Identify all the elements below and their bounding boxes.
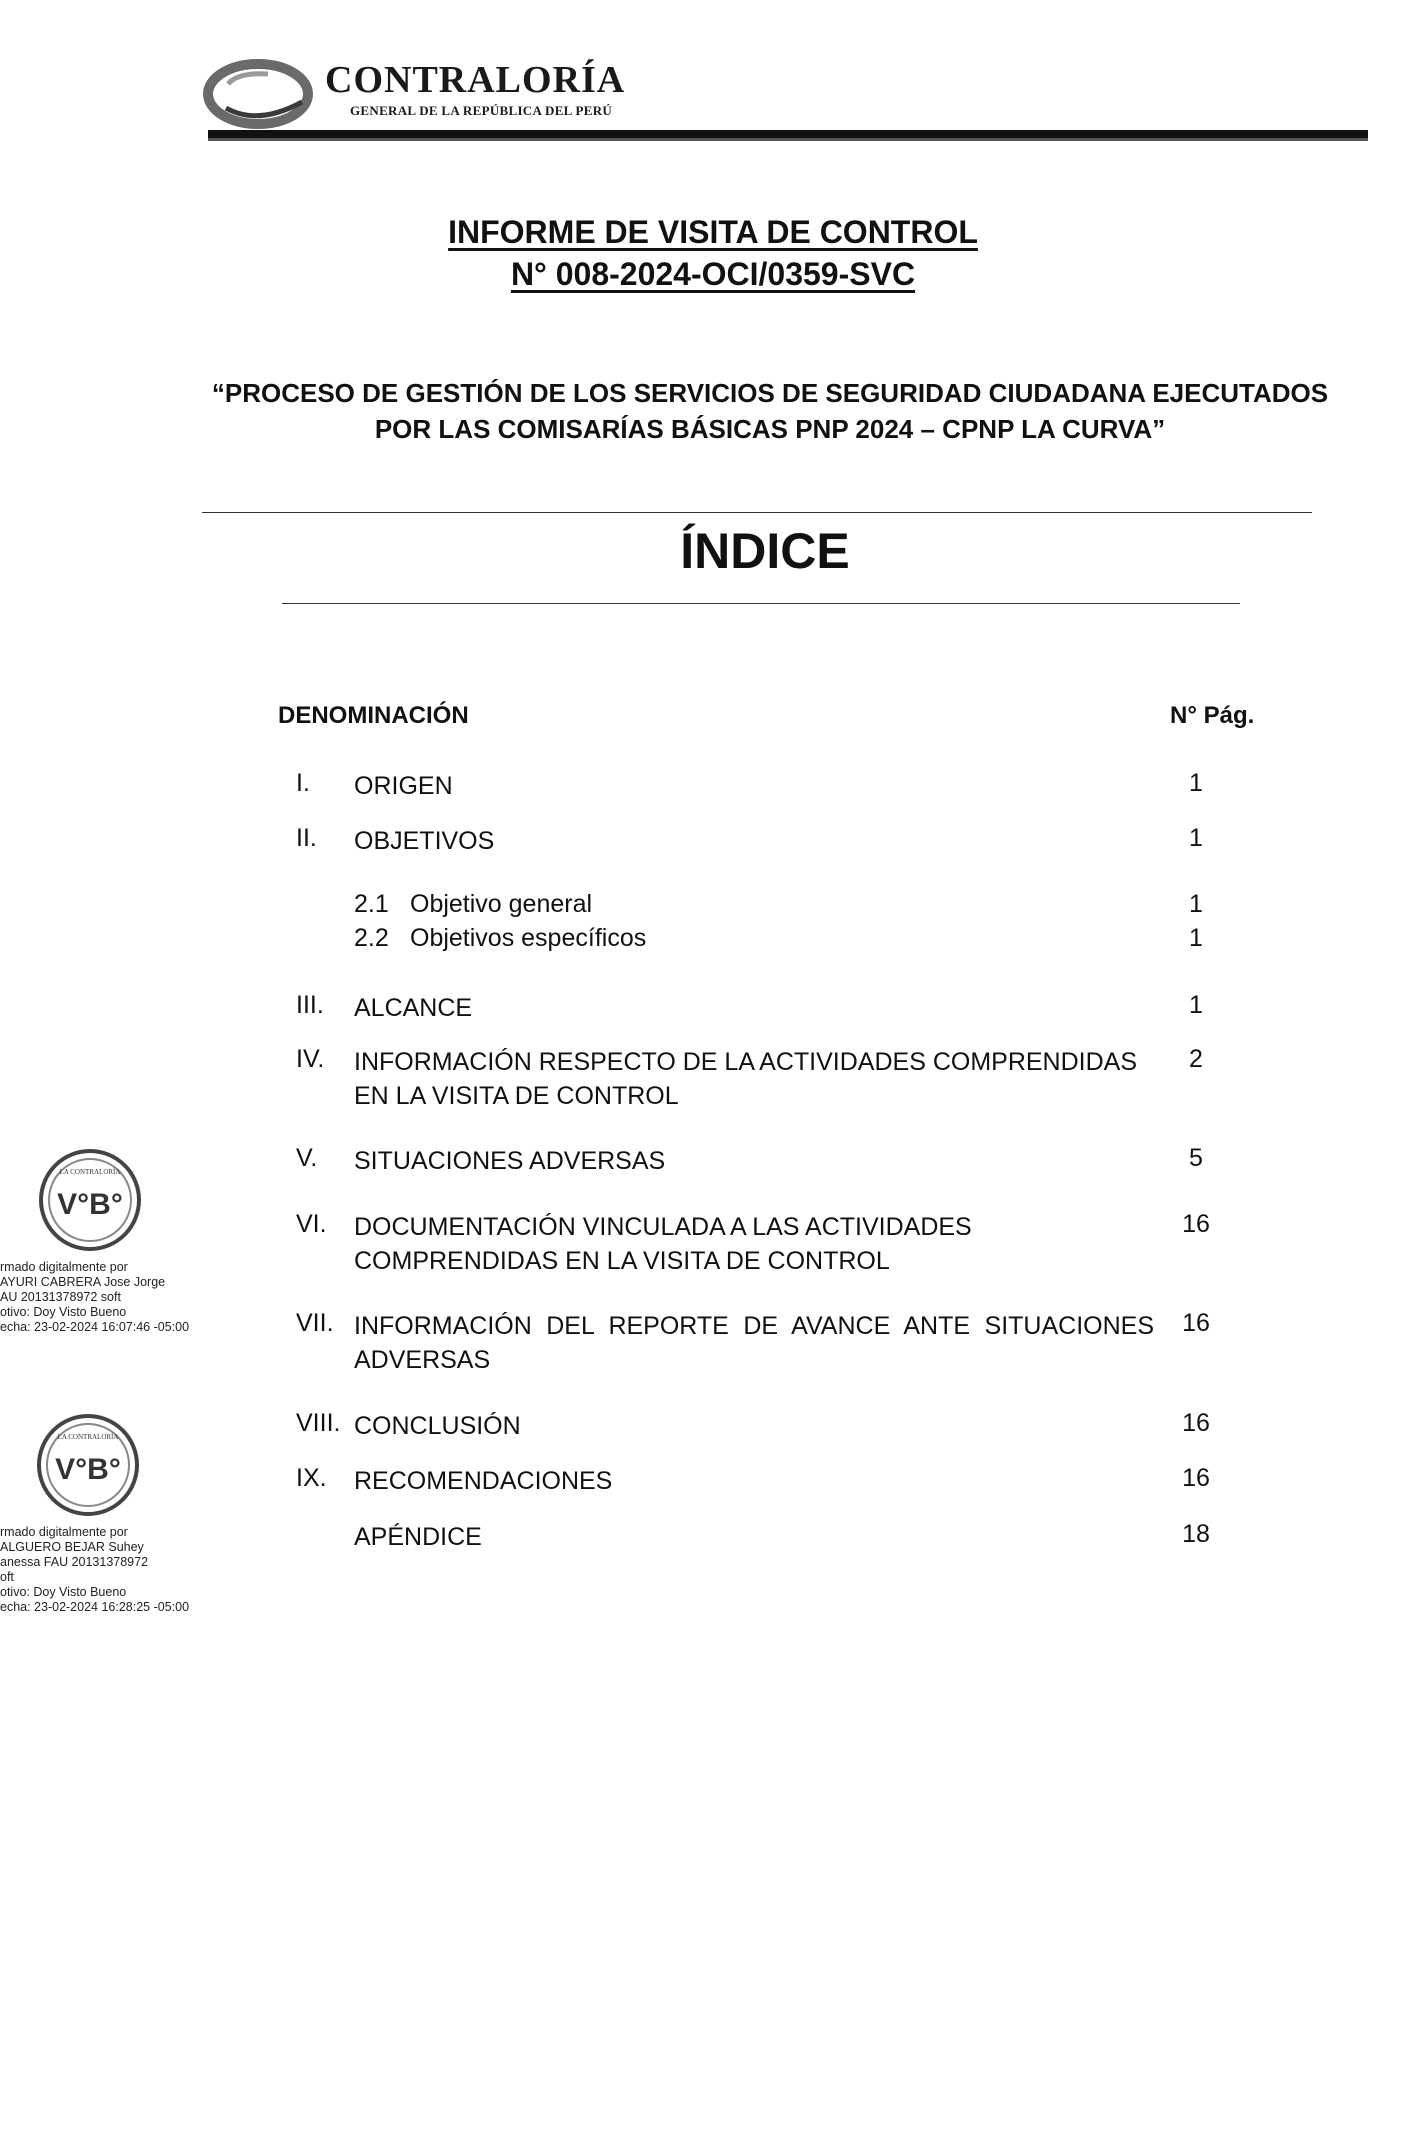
signature-line: oft (0, 1570, 14, 1584)
signature-line: otivo: Doy Visto Bueno (0, 1305, 127, 1319)
toc-item-page: 1 (1189, 991, 1203, 1019)
contraloria-logo-icon (198, 54, 318, 134)
toc-subitem-label: Objetivos específicos (410, 924, 647, 952)
signature-line: rmado digitalmente por (0, 1260, 128, 1274)
report-title-line2: N° 008-2024-OCI/0359-SVC (510, 256, 916, 292)
toc-item-page: 16 (1182, 1464, 1210, 1492)
stamp-vb-text: V°B° (55, 1453, 121, 1486)
toc-item-number: V. (296, 1144, 318, 1172)
digital-signature-2 (0, 1525, 189, 1615)
toc-subitem-page: 1 (1189, 924, 1203, 952)
toc-column-page: N° Pág. (1170, 702, 1255, 729)
toc-subitem-number: 2.2 (354, 924, 389, 952)
toc-item-label: APÉNDICE (354, 1523, 482, 1551)
toc-item-page: 5 (1189, 1144, 1203, 1172)
subject-line2: POR LAS COMISARÍAS BÁSICAS PNP 2024 – CPNP LA CURVA” (374, 414, 1166, 444)
stamp-vb-text: V°B° (57, 1188, 123, 1221)
toc-item-page: 16 (1182, 1210, 1210, 1238)
toc-item-number: VI. (296, 1210, 327, 1238)
toc-item-page: 16 (1182, 1409, 1210, 1437)
report-title-line1: INFORME DE VISITA DE CONTROL (448, 214, 978, 250)
signature-line: anessa FAU 20131378972 (0, 1555, 149, 1569)
toc-column-name: DENOMINACIÓN (278, 702, 469, 729)
visto-bueno-stamp-icon (36, 1413, 140, 1517)
header-rule (208, 130, 1368, 138)
org-name: CONTRALORÍA (325, 59, 626, 101)
toc-item-label: CONCLUSIÓN (354, 1412, 521, 1440)
digital-signature-1 (0, 1260, 189, 1335)
toc-item-page: 18 (1182, 1520, 1210, 1548)
toc-item-label: SITUACIONES ADVERSAS (354, 1147, 666, 1175)
divider-top (202, 512, 1312, 513)
toc-item (296, 1464, 1236, 1500)
toc-item-label: INFORMACIÓN DEL REPORTE DE AVANCE ANTE SITUACIONES ADVERSAS (354, 1312, 1154, 1374)
toc-item-number: IV. (296, 1045, 325, 1073)
toc-item-page: 1 (1189, 769, 1203, 797)
visto-bueno-stamp-icon (38, 1148, 142, 1252)
signature-line: echa: 23-02-2024 16:28:25 -05:00 (0, 1600, 190, 1614)
toc-item (296, 1045, 1236, 1110)
toc-item-number: III. (296, 991, 324, 1019)
signature-line: AYURI CABRERA Jose Jorge (0, 1275, 166, 1289)
toc-item-label: DOCUMENTACIÓN VINCULADA A LAS ACTIVIDADES COMPRENDIDAS EN LA VISITA DE CONTROL (354, 1213, 972, 1275)
subject-line1: “PROCESO DE GESTIÓN DE LOS SERVICIOS DE SEGURIDAD CIUDADANA EJECUTADOS (211, 378, 1329, 408)
toc-item-page: 2 (1189, 1045, 1203, 1073)
toc-item-label: OBJETIVOS (354, 827, 495, 855)
toc-item (296, 991, 1236, 1027)
divider-bottom (282, 603, 1240, 604)
index-title: ÍNDICE (680, 523, 850, 579)
toc-item-page: 1 (1189, 824, 1203, 852)
toc-subitem-number: 2.1 (354, 890, 389, 918)
toc-item (296, 1309, 1236, 1374)
toc-item-number: IX. (296, 1464, 327, 1492)
toc-item-number: VIII. (296, 1409, 341, 1437)
toc-item (296, 1144, 1236, 1180)
header-rule-shadow (208, 138, 1368, 141)
toc-subitem-label: Objetivo general (410, 890, 593, 918)
signature-line: ALGUERO BEJAR Suhey (0, 1540, 144, 1554)
stamp-org-text: LA CONTRALORÍA (59, 1168, 121, 1176)
toc-item (296, 1210, 1236, 1275)
signature-line: rmado digitalmente por (0, 1525, 128, 1539)
toc-item-number: I. (296, 769, 310, 797)
toc-item-label: ALCANCE (354, 994, 473, 1022)
toc-item (296, 769, 1236, 805)
toc-item-page: 16 (1182, 1309, 1210, 1337)
toc-item (296, 1520, 1236, 1556)
toc-subitem-page: 1 (1189, 890, 1203, 918)
toc-item-label: INFORMACIÓN RESPECTO DE LA ACTIVIDADES COMPRENDIDAS EN LA VISITA DE CONTROL (354, 1048, 1138, 1110)
signature-line: echa: 23-02-2024 16:07:46 -05:00 (0, 1320, 190, 1334)
toc-item-number: II. (296, 824, 317, 852)
toc-item-label: ORIGEN (354, 772, 453, 800)
stamp-org-text: LA CONTRALORÍA (57, 1433, 119, 1441)
toc-item-number: VII. (296, 1309, 334, 1337)
toc-item-label: RECOMENDACIONES (354, 1467, 613, 1495)
signature-line: otivo: Doy Visto Bueno (0, 1585, 127, 1599)
org-subtitle: GENERAL DE LA REPÚBLICA DEL PERÚ (350, 103, 613, 118)
toc-item (296, 1409, 1236, 1445)
signature-line: AU 20131378972 soft (0, 1290, 121, 1304)
toc-item (296, 824, 1236, 860)
